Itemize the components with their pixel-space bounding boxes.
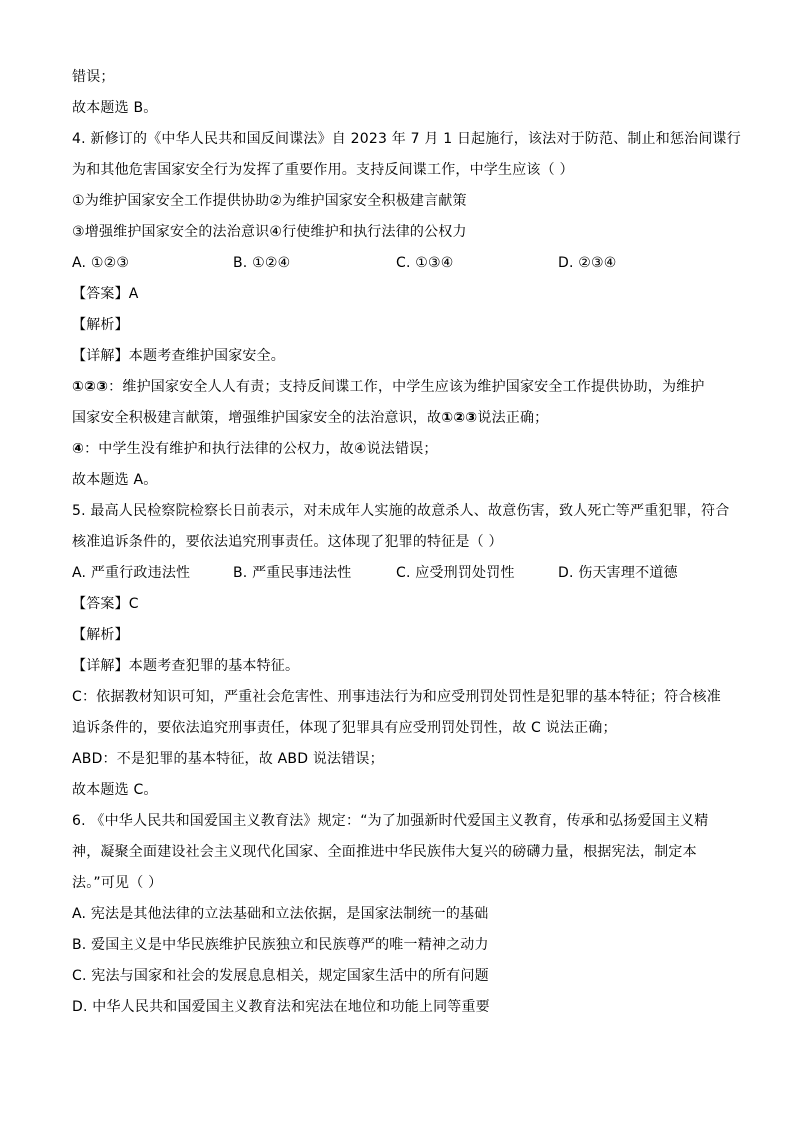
question-4-stem-cont: 为和其他危害国家安全行为发挥了重要作用。支持反间谍工作，中学生应该（ ）	[72, 162, 574, 178]
bold-markers: ①②③	[72, 379, 109, 395]
explanation-text: ：中学生没有维护和执行法律的公权力，故④说法错误；	[84, 441, 438, 457]
option-d: D. 中华人民共和国爱国主义教育法和宪法在地位和功能上同等重要	[72, 999, 490, 1015]
bold-markers: ①②③	[441, 410, 478, 426]
option-d: D. 伤天害理不道德	[558, 565, 678, 581]
analysis-label: 【解析】	[72, 317, 129, 333]
text-line: 故本题选 B。	[72, 100, 158, 116]
detail-text: 【详解】本题考查维护国家安全。	[72, 348, 285, 364]
question-4-statements-1: ①为维护国家安全工作提供协助②为维护国家安全积极建言献策	[72, 193, 467, 209]
question-5-options	[72, 558, 732, 589]
option-b: B. 爱国主义是中华民族维护民族独立和民族尊严的唯一精神之动力	[72, 937, 489, 953]
answer-label: 【答案】A	[72, 286, 139, 302]
detail-text: 【详解】本题考查犯罪的基本特征。	[72, 658, 300, 674]
conclusion-text: 故本题选 C。	[72, 782, 158, 798]
option-a: A. 严重行政违法性	[72, 565, 191, 581]
option-d: D. ②③④	[558, 255, 617, 271]
question-5-stem-cont: 核准追诉条件的，要依法追究刑事责任。这体现了犯罪的特征是（ ）	[72, 534, 503, 550]
question-6-stem-cont: 法。”可见（ ）	[72, 875, 163, 891]
question-6-stem-cont: 神，凝聚全面建设社会主义现代化国家、全面推进中华民族伟大复兴的磅礴力量，根据宪法，制定本	[72, 844, 697, 860]
analysis-label: 【解析】	[72, 627, 129, 643]
question-5-stem: 5. 最高人民检察院检察长日前表示，对未成年人实施的故意杀人、故意伤害，致人死亡等严重犯罪，符合	[72, 503, 730, 519]
conclusion-text: 故本题选 A。	[72, 472, 158, 488]
option-c: C. ①③④	[396, 255, 454, 271]
text-line: 错误；	[72, 69, 115, 85]
question-6-stem: 6. 《中华人民共和国爱国主义教育法》规定：“为了加强新时代爱国主义教育，传承和弘扬爱国主义精	[72, 813, 709, 829]
answer-label: 【答案】C	[72, 596, 139, 612]
explanation-line	[72, 434, 732, 465]
option-a: A. ①②③	[72, 255, 130, 271]
question-4-statements-2: ③增强维护国家安全的法治意识④行使维护和执行法律的公权力	[72, 224, 467, 240]
document-page	[72, 62, 741, 1023]
explanation-line: ABD：不是犯罪的基本特征，故 ABD 说法错误；	[72, 751, 384, 767]
option-b: B. ①②④	[233, 255, 291, 271]
option-a: A. 宪法是其他法律的立法基础和立法依据，是国家法制统一的基础	[72, 906, 489, 922]
bold-markers: ④	[72, 441, 85, 457]
explanation-line: 追诉条件的，要依法追究刑事责任，体现了犯罪具有应受刑罚处罚性，故 C 说法正确；	[72, 720, 617, 736]
explanation-text: 说法正确；	[477, 410, 549, 426]
option-b: B. 严重民事违法性	[233, 565, 352, 581]
explanation-line	[72, 403, 732, 434]
option-c: C. 宪法与国家和社会的发展息息相关，规定国家生活中的所有问题	[72, 968, 489, 984]
explanation-line	[72, 372, 732, 403]
explanation-text: ：维护国家安全人人有责；支持反间谍工作，中学生应该为维护国家安全工作提供协助，为维护	[108, 379, 705, 395]
question-4-stem: 4. 新修订的《中华人民共和国反间谍法》自 2023 年 7 月 1 日起施行，该法对于防范、制止和惩治间谍行	[72, 131, 741, 147]
option-c: C. 应受刑罚处罚性	[396, 565, 515, 581]
explanation-text: 国家安全积极建言献策，增强维护国家安全的法治意识，故	[72, 410, 442, 426]
explanation-line: C：依据教材知识可知，严重社会危害性、刑事违法行为和应受刑罚处罚性是犯罪的基本特征；符合核准	[72, 689, 721, 705]
question-4-options	[72, 248, 732, 279]
